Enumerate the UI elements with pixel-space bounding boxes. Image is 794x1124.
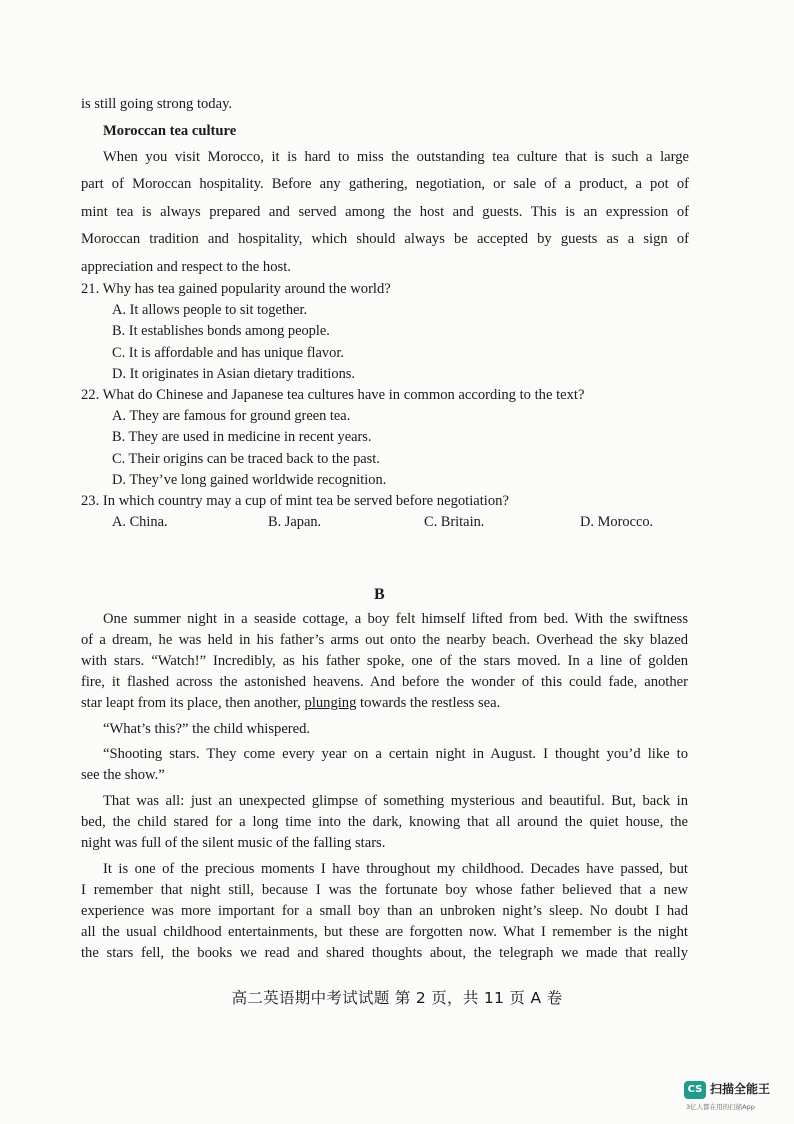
paragraph-line: appreciation and respect to the host. — [81, 259, 291, 275]
option-c: C. Britain. — [424, 514, 485, 530]
paragraph-line: fire, it flashed across the astonished heavens. And before the wonder of this could fade, another — [81, 674, 688, 690]
paragraph-line: all the usual childhood entertainments, but these are forgotten now. What I remember is the night — [81, 924, 688, 940]
paragraph-line: Moroccan tradition and hospitality, which should always be accepted by guests as a sign of — [81, 231, 689, 247]
paragraph-line: experience was more important for a small boy than an unbroken night’s sleep. No doubt I had — [81, 903, 688, 919]
paragraph-line: mint tea is always prepared and served among the host and guests. This is an expression of — [81, 204, 689, 220]
question-stem: 21. Why has tea gained popularity around the world? — [81, 281, 391, 297]
paragraph-line: “What’s this?” the child whispered. — [103, 721, 311, 737]
camscanner-logo-icon: CS — [684, 1081, 706, 1099]
paragraph-line: One summer night in a seaside cottage, a boy felt himself lifted from bed. With the swiftness — [103, 611, 688, 627]
paragraph-line: of a dream, he was held in his father’s arms out onto the nearby beach. Overhead the sky blazed — [81, 632, 688, 648]
question-stem: 22. What do Chinese and Japanese tea cultures have in common according to the text? — [81, 387, 585, 403]
paragraph-line: “Shooting stars. They come every year on a certain night in August. I thought you’d like to — [103, 746, 688, 762]
carry-over-line: is still going strong today. — [81, 96, 233, 112]
paragraph-line: It is one of the precious moments I have throughout my childhood. Decades have passed, but — [103, 861, 688, 877]
paragraph-line: see the show.” — [81, 767, 165, 783]
paragraph-line: part of Moroccan hospitality. Before any gathering, negotiation, or sale of a product, a pot of — [81, 176, 689, 192]
section-label: B — [374, 586, 385, 603]
underlined-word: plunging — [304, 695, 357, 711]
option-d: D. They’ve long gained worldwide recognition. — [112, 472, 387, 488]
text-segment: star leapt from its place, then another, — [81, 695, 305, 711]
paragraph-line: When you visit Morocco, it is hard to miss the outstanding tea culture that is such a large — [103, 149, 689, 165]
section-heading: Moroccan tea culture — [103, 123, 237, 139]
paragraph-line: the stars fell, the books we read and shared thoughts about, the telegraph we made that really — [81, 945, 688, 961]
option-c: C. It is affordable and has unique flavor. — [112, 345, 344, 361]
question-stem: 23. In which country may a cup of mint tea be served before negotiation? — [81, 493, 509, 509]
scanner-tagline: 3亿人都在用的扫描App — [686, 1103, 755, 1111]
scanner-app-name: 扫描全能王 — [710, 1082, 771, 1096]
text-segment: towards the restless sea. — [356, 695, 501, 711]
option-c: C. Their origins can be traced back to the past. — [112, 451, 380, 467]
option-a: A. China. — [112, 514, 168, 530]
paragraph-line: bed, the child stared for a long time into the dark, knowing that all around the quiet house, the — [81, 814, 688, 830]
paragraph-line — [81, 694, 500, 712]
option-b: B. They are used in medicine in recent years. — [112, 429, 372, 445]
option-d: D. Morocco. — [580, 514, 654, 530]
paragraph-line: night was full of the silent music of the falling stars. — [81, 835, 386, 851]
option-b: B. It establishes bonds among people. — [112, 323, 330, 339]
option-a: A. It allows people to sit together. — [112, 302, 308, 318]
option-d: D. It originates in Asian dietary traditions. — [112, 366, 355, 382]
paragraph-line: That was all: just an unexpected glimpse of something mysterious and beautiful. But, back in — [103, 793, 688, 809]
option-b: B. Japan. — [268, 514, 322, 530]
paragraph-line: I remember that night still, because I was the fortunate boy whose father believed that a new — [81, 882, 688, 898]
option-a: A. They are famous for ground green tea. — [112, 408, 351, 424]
page-footer: 高二英语期中考试试题 第 2 页，共 11 页 A 卷 — [231, 989, 563, 1007]
paragraph-line: with stars. “Watch!” Incredibly, as his father spoke, one of the stars moved. In a line of golden — [81, 653, 688, 669]
